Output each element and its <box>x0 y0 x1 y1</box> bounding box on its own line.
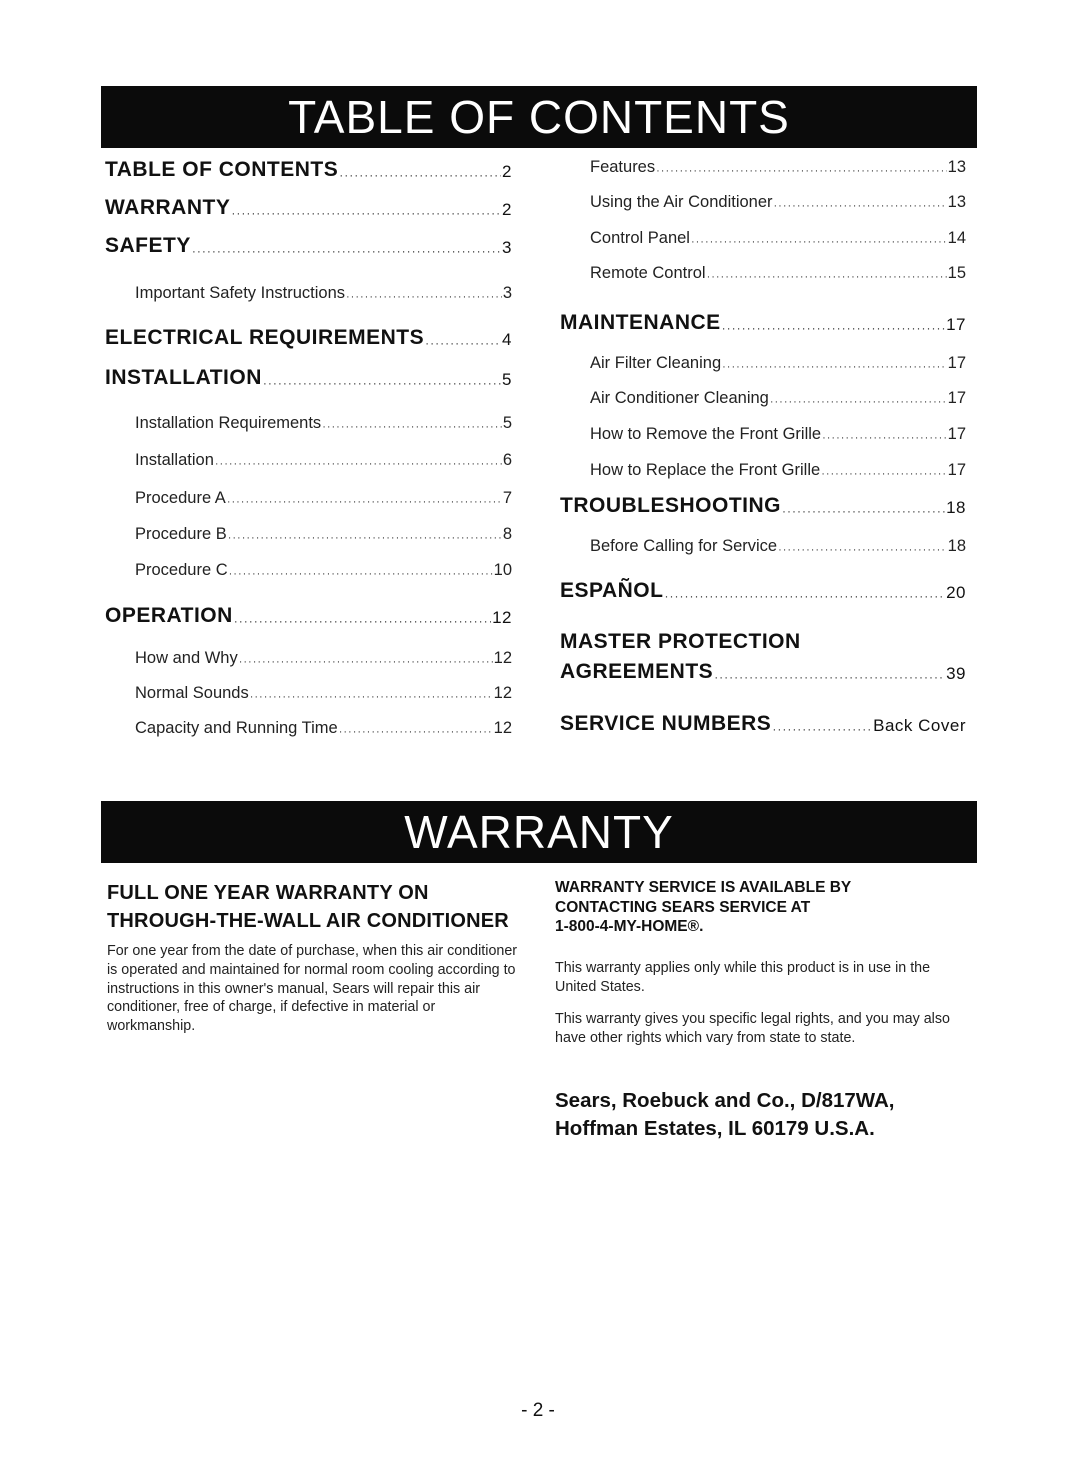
toc-right-entry-label: How to Remove the Front Grille <box>590 425 822 443</box>
toc-right-leader-dots <box>821 468 946 480</box>
toc-right-leader-dots <box>772 722 872 736</box>
toc-left-entry-label: Important Safety Instructions <box>135 284 346 302</box>
toc-left-leader-dots <box>215 458 502 470</box>
toc-left-entry-page: 2 <box>502 200 512 219</box>
toc-right-entry[interactable] <box>560 537 966 556</box>
warranty-body: For one year from the date of purchase, when this air conditioner is operated and maintained for normal room cooling according to instructions in this owner's manual, Sears will repair this air conditioner, free of charge, if defective in material or workmanship. <box>107 943 518 1035</box>
toc-left-entry-label: Installation Requirements <box>135 414 322 432</box>
toc-right-leader-dots <box>656 165 947 177</box>
toc-left-entry[interactable] <box>105 719 512 738</box>
toc-right-entry-label: TROUBLESHOOTING <box>560 494 781 517</box>
toc-right-entry[interactable] <box>560 461 966 480</box>
toc-right-entry-page: 13 <box>947 193 966 211</box>
sears-address <box>555 1087 975 1143</box>
warranty-banner-title: WARRANTY <box>404 806 674 858</box>
toc-left-entry-page: 7 <box>502 489 512 507</box>
toc-right-entry-page: 39 <box>946 664 966 683</box>
toc-left-leader-dots <box>339 168 501 182</box>
toc-right-entry-label: SERVICE NUMBERS <box>560 712 772 735</box>
warranty-banner <box>101 801 977 863</box>
toc-left-leader-dots <box>239 656 493 668</box>
toc-right-leader-dots <box>707 271 947 283</box>
toc-right-entry-label: Remote Control <box>590 264 706 282</box>
toc-left-entry-label: TABLE OF CONTENTS <box>105 158 339 181</box>
toc-left-entry[interactable] <box>105 649 512 668</box>
toc-left-entry-page: 5 <box>502 370 512 389</box>
toc-left-entry[interactable] <box>105 366 512 390</box>
toc-right-entry-page: 18 <box>947 537 966 555</box>
toc-right-entry[interactable] <box>560 660 966 684</box>
toc-left-leader-dots <box>346 291 502 303</box>
toc-left-entry[interactable] <box>105 451 512 470</box>
toc-left-entry-page: 10 <box>493 561 512 579</box>
toc-right-entry[interactable] <box>560 158 966 177</box>
toc-left-entry-page: 3 <box>502 238 512 257</box>
warranty-service-line2: CONTACTING SEARS SERVICE AT <box>555 898 811 916</box>
toc-right-leader-dots <box>722 361 947 373</box>
warranty-service-title <box>555 878 975 937</box>
toc-right-entry-page: Back Cover <box>873 716 966 735</box>
warranty-title-line2: THROUGH-THE-WALL AIR CONDITIONER <box>107 910 509 932</box>
sears-address-line2: Hoffman Estates, IL 60179 U.S.A. <box>555 1117 875 1140</box>
warranty-service-line1: WARRANTY SERVICE IS AVAILABLE BY <box>555 879 852 896</box>
toc-left-entry[interactable] <box>105 414 512 433</box>
toc-left-entry-label: Normal Sounds <box>135 684 249 702</box>
toc-right-entry-label: Using the Air Conditioner <box>590 193 773 211</box>
toc-left-entry[interactable] <box>105 525 512 544</box>
toc-right-leader-dots <box>664 589 945 603</box>
toc-right-entry-page: 17 <box>947 425 966 443</box>
toc-right-leader-dots <box>774 200 947 212</box>
toc-left-entry[interactable] <box>105 684 512 703</box>
toc-left-entry-page: 5 <box>502 414 512 432</box>
toc-left-entry-page: 3 <box>502 284 512 302</box>
toc-right-entry-page: 17 <box>947 354 966 372</box>
warranty-scope-text: This warranty applies only while this product is in use in the United States. <box>555 960 931 995</box>
toc-right-leader-dots <box>782 504 945 518</box>
toc-left-entry-label: OPERATION <box>105 604 233 627</box>
toc-right-entry-label: How to Replace the Front Grille <box>590 461 821 479</box>
toc-right-leader-dots <box>722 321 945 335</box>
toc-right-entry-label: Features <box>590 158 656 176</box>
toc-left-entry[interactable] <box>105 489 512 508</box>
toc-right-entry[interactable] <box>560 193 966 212</box>
toc-left-entry[interactable] <box>105 284 512 303</box>
toc-left-entry-label: Installation <box>135 451 214 469</box>
toc-left-entry-label: Capacity and Running Time <box>135 719 338 737</box>
toc-left-leader-dots <box>231 206 501 220</box>
toc-left-entry-label: SAFETY <box>105 234 191 257</box>
sears-address-line1: Sears, Roebuck and Co., D/817WA, <box>555 1089 895 1112</box>
toc-left-leader-dots <box>339 726 493 738</box>
toc-right-entry-page: 15 <box>947 264 966 282</box>
toc-right-entry[interactable] <box>560 389 966 408</box>
warranty-rights-text: This warranty gives you specific legal rights, and you may also have other rights which vary from state to state. <box>555 1011 950 1046</box>
toc-right-leader-dots <box>714 670 945 684</box>
toc-left-entry-page: 6 <box>502 451 512 469</box>
toc-left-entry-label: How and Why <box>135 649 238 667</box>
toc-right-entry-label: Before Calling for Service <box>590 537 778 555</box>
toc-left-entry[interactable] <box>105 234 512 258</box>
toc-left-leader-dots <box>228 532 502 544</box>
toc-left-leader-dots <box>227 496 502 508</box>
toc-banner <box>101 86 977 148</box>
toc-right-entry-page: 13 <box>947 158 966 176</box>
toc-right-entry-page: 18 <box>946 498 966 517</box>
toc-left-entry-label: WARRANTY <box>105 196 231 219</box>
toc-left-entry[interactable] <box>105 326 512 350</box>
toc-left-entry-page: 4 <box>502 330 512 349</box>
toc-right-entry[interactable] <box>560 311 966 335</box>
toc-left-leader-dots <box>263 376 501 390</box>
toc-right-entry[interactable] <box>560 354 966 373</box>
toc-left-entry[interactable] <box>105 196 512 220</box>
toc-left-entry-page: 12 <box>493 719 512 737</box>
toc-right-leader-dots <box>778 544 947 556</box>
toc-right-entry-page: 20 <box>946 583 966 602</box>
toc-right-entry[interactable] <box>560 579 966 603</box>
toc-right-entry[interactable] <box>560 494 966 518</box>
toc-right-entry-page: 17 <box>946 315 966 334</box>
toc-right-entry-label: Control Panel <box>590 229 690 247</box>
toc-right-leader-dots <box>770 396 947 408</box>
toc-left-entry-page: 12 <box>492 608 512 627</box>
warranty-title-line1: FULL ONE YEAR WARRANTY ON <box>107 882 429 904</box>
toc-left-leader-dots <box>250 691 493 703</box>
toc-left-entry-page: 12 <box>493 649 512 667</box>
page-number: - 2 - <box>521 1400 555 1421</box>
toc-right-entry[interactable] <box>560 425 966 444</box>
toc-right-leader-dots <box>822 432 947 444</box>
toc-left-entry-page: 8 <box>502 525 512 543</box>
toc-right-entry[interactable] <box>560 229 966 248</box>
toc-left-entry-page: 2 <box>502 162 512 181</box>
toc-right-entry-line1: MASTER PROTECTION <box>560 630 801 653</box>
toc-left-entry-label: ELECTRICAL REQUIREMENTS <box>105 326 425 349</box>
warranty-title <box>107 879 537 935</box>
toc-right-entry[interactable] <box>560 712 966 736</box>
toc-left-entry-page: 12 <box>493 684 512 702</box>
toc-right-entry-page: 17 <box>947 461 966 479</box>
toc-left-leader-dots <box>322 421 502 433</box>
toc-right-entry[interactable] <box>560 264 966 283</box>
toc-left-entry[interactable] <box>105 604 512 628</box>
toc-left-leader-dots <box>229 568 493 580</box>
toc-left-entry[interactable] <box>105 561 512 580</box>
toc-right-entry-label: Air Conditioner Cleaning <box>590 389 769 407</box>
toc-banner-title: TABLE OF CONTENTS <box>288 91 790 143</box>
toc-left-entry[interactable] <box>105 158 512 182</box>
toc-left-entry-label: Procedure A <box>135 489 226 507</box>
toc-right-entry-page: 17 <box>947 389 966 407</box>
toc-right-entry-label: Air Filter Cleaning <box>590 354 722 372</box>
toc-left-entry-label: Procedure C <box>135 561 228 579</box>
toc-left-leader-dots <box>234 614 491 628</box>
toc-left-entry-label: INSTALLATION <box>105 366 262 389</box>
toc-left-leader-dots <box>425 336 501 350</box>
toc-right-entry-label: ESPAÑOL <box>560 579 664 602</box>
toc-right-entry-label: AGREEMENTS <box>560 660 714 683</box>
toc-right-entry-page: 14 <box>947 229 966 247</box>
toc-left-entry-label: Procedure B <box>135 525 227 543</box>
toc-left-leader-dots <box>192 244 501 258</box>
toc-right-entry-label: MAINTENANCE <box>560 311 721 334</box>
toc-right-leader-dots <box>691 236 947 248</box>
warranty-service-phone: 1-800-4-MY-HOME®. <box>555 918 704 935</box>
